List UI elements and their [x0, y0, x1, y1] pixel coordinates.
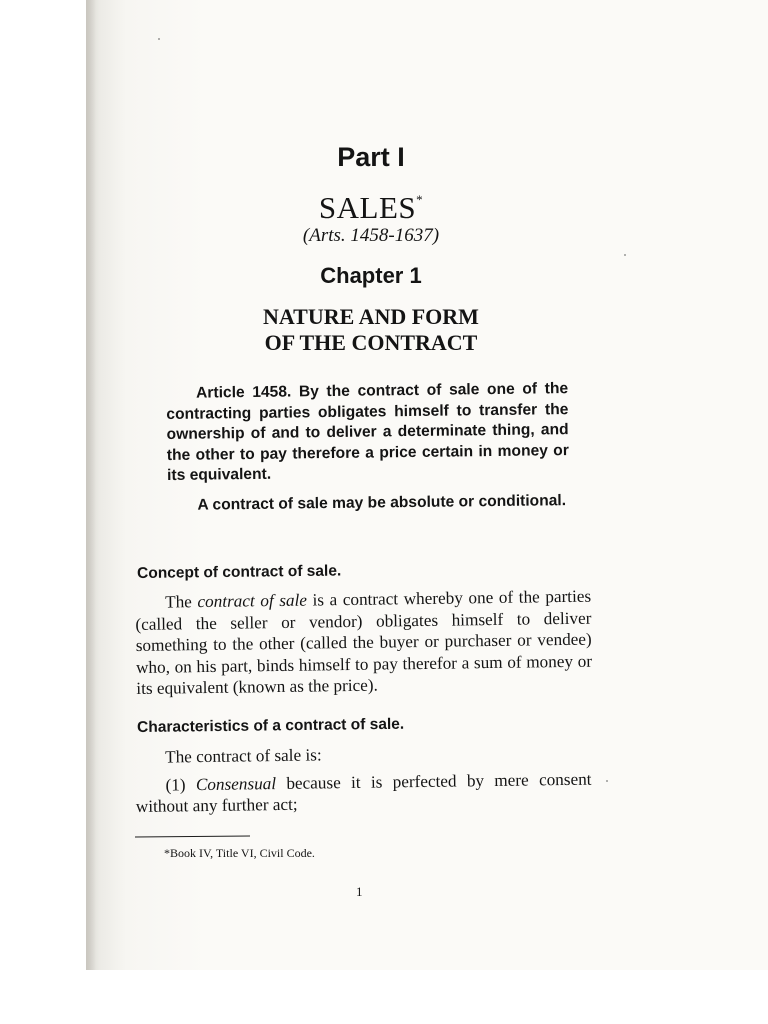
concept-text-start: The — [165, 592, 198, 612]
characteristics-body — [135, 741, 592, 818]
part-title — [0, 190, 742, 226]
concept-heading: Concept of contract of sale. — [137, 562, 342, 582]
concept-text-rest: is a contract whereby one of the parties (called the seller or vendor) obligates himself to deliver something to the other (called the buyer or purchaser or vendee) who, on his part, binds himself to pay therefor a sum of money or its equivalent (known as the price). — [135, 586, 593, 698]
concept-term: contract of sale — [197, 590, 308, 612]
footnote-marker: * — [416, 192, 424, 207]
article-1458 — [166, 379, 570, 516]
part-label: Part I — [337, 142, 405, 172]
chapter-title-line-1: NATURE AND FORM — [263, 304, 479, 329]
item-1-text: because it is perfected by mere consent without any further act; — [135, 769, 592, 816]
part-title-text: SALES — [318, 190, 417, 225]
scan-speck — [624, 254, 626, 256]
characteristics-intro: The contract of sale is: — [165, 745, 322, 767]
footnote-rule — [135, 835, 250, 837]
chapter-label: Chapter 1 — [320, 263, 422, 288]
characteristics-item-1 — [135, 768, 592, 817]
item-1-term: Consensual — [195, 773, 277, 794]
concept-paragraph — [135, 586, 592, 700]
scan-speck — [606, 780, 608, 782]
characteristics-heading: Characteristics of a contract of sale. — [137, 715, 405, 736]
article-paragraph-2: A contract of sale may be absolute or conditional. — [197, 491, 567, 514]
page-number: 1 — [356, 884, 363, 899]
concept-body — [135, 586, 592, 700]
chapter-title — [0, 304, 742, 356]
article-paragraph-1: Article 1458. By the contract of sale one of the contracting parties obligates himself to transfer the ownership of and to deliver a determinate thing, and the other to pay therefore a price certain in money or its equivalent. — [166, 380, 569, 484]
footnote: *Book IV, Title VI, Civil Code. — [164, 846, 315, 860]
scan-speck — [158, 38, 160, 40]
articles-range: (Arts. 1458-1637) — [302, 225, 440, 246]
item-1-number: (1) — [165, 774, 197, 795]
chapter-title-line-2: OF THE CONTRACT — [264, 330, 478, 355]
